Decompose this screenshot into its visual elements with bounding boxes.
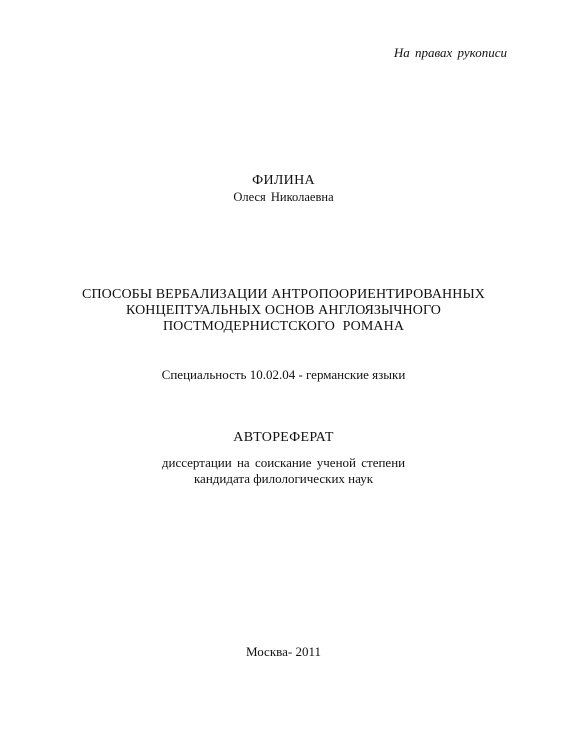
title-line-3: ПОСТМОДЕРНИСТСКОГО РОМАНА [162,319,405,334]
manuscript-notice: На правах рукописи [393,45,507,60]
specialty: Специальность 10.02.04 - германские языки [161,367,406,382]
document-type: АВТОРЕФЕРАТ [233,430,334,445]
title-line-1: СПОСОБЫ ВЕРБАЛИЗАЦИИ АНТРОПООРИЕНТИРОВАННЫХ [82,287,485,302]
city-year: Москва- 2011 [246,644,321,659]
author-given-names: Олеся Николаевна [233,190,334,204]
author-surname: ФИЛИНА [252,173,315,188]
title-line-2: КОНЦЕПТУАЛЬНЫХ ОСНОВ АНГЛОЯЗЫЧНОГО [125,303,442,318]
dissertation-line-2: кандидата филологических наук [193,471,374,486]
dissertation-line-1: диссертации на соискание ученой степени [161,455,406,470]
